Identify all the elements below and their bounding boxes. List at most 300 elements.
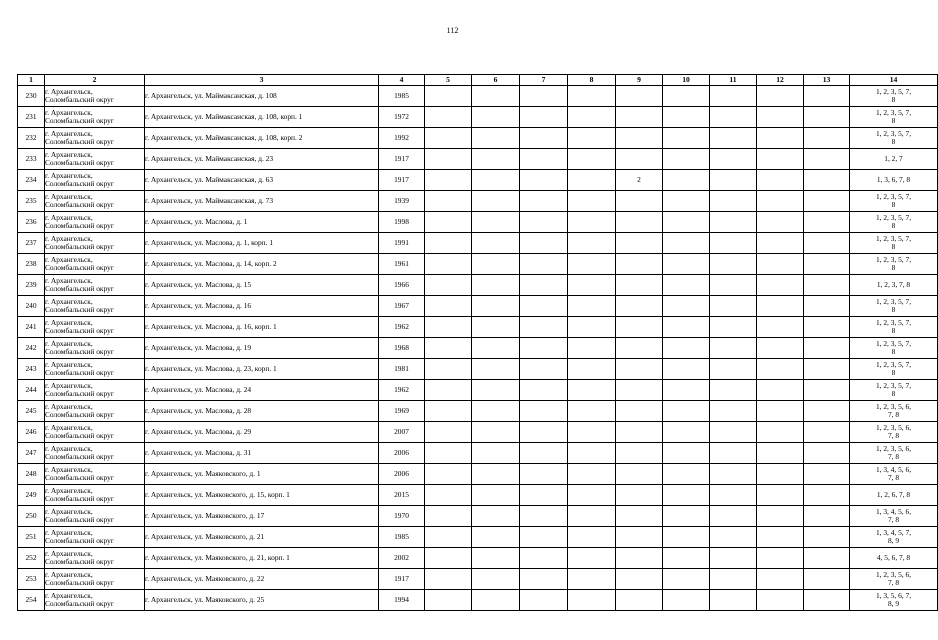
column-8-cell — [568, 191, 616, 212]
column-7-cell — [520, 401, 568, 422]
year-cell: 1917 — [379, 569, 425, 590]
district-line: г. Архангельск, — [45, 254, 93, 264]
district-cell — [45, 422, 145, 443]
column-14-cell — [850, 170, 938, 191]
district-line: г. Архангельск, — [45, 128, 93, 138]
column-14-cell — [850, 548, 938, 569]
column-7-cell — [520, 128, 568, 149]
column-7-cell — [520, 170, 568, 191]
column-header: 1 — [18, 75, 45, 86]
column-10-cell — [663, 380, 710, 401]
year-cell: 1917 — [379, 170, 425, 191]
table-row — [18, 506, 938, 527]
address-cell: г. Архангельск, ул. Маслова, д. 1, корп. 1 — [145, 233, 379, 254]
district-line: г. Архангельск, — [45, 149, 93, 159]
district-cell — [45, 254, 145, 275]
column-5-cell — [425, 527, 472, 548]
district-line: Соломбальский округ — [45, 578, 114, 587]
column-11-cell — [710, 128, 757, 149]
column-6-cell — [472, 485, 520, 506]
row-number-cell: 246 — [18, 422, 45, 443]
address-cell: г. Архангельск, ул. Маяковского, д. 1 — [145, 464, 379, 485]
district-cell — [45, 191, 145, 212]
column-14-line: 1, 2, 3, 5, 6, — [875, 422, 912, 432]
district-line: г. Архангельск, — [45, 380, 93, 390]
column-7-cell — [520, 380, 568, 401]
column-14-line: 7, 8 — [887, 431, 900, 440]
column-13-cell — [804, 254, 850, 275]
district-line: г. Архангельск, — [45, 107, 93, 117]
column-7-cell — [520, 569, 568, 590]
column-8-cell — [568, 107, 616, 128]
column-6-cell — [472, 506, 520, 527]
column-11-cell — [710, 464, 757, 485]
column-7-cell — [520, 527, 568, 548]
column-5-cell — [425, 212, 472, 233]
column-14-line: 7, 8 — [887, 515, 900, 524]
column-5-cell — [425, 275, 472, 296]
district-line: Соломбальский округ — [45, 536, 114, 545]
column-14-line: 7, 8 — [887, 578, 900, 587]
table-row — [18, 170, 938, 191]
column-header: 13 — [804, 75, 850, 86]
column-9-cell — [616, 464, 663, 485]
column-14-line: 1, 2, 3, 5, 7, — [875, 212, 912, 222]
district-line: Соломбальский округ — [45, 557, 114, 566]
column-8-cell — [568, 317, 616, 338]
column-5-cell — [425, 128, 472, 149]
column-14-cell — [850, 443, 938, 464]
column-13-cell — [804, 170, 850, 191]
district-line: Соломбальский округ — [45, 221, 114, 230]
column-6-cell — [472, 422, 520, 443]
column-12-cell — [757, 548, 804, 569]
district-line: г. Архангельск, — [45, 212, 93, 222]
column-9-cell — [616, 485, 663, 506]
column-9-cell — [616, 527, 663, 548]
column-14-cell — [850, 191, 938, 212]
column-header: 10 — [663, 75, 710, 86]
column-5-cell — [425, 107, 472, 128]
column-12-cell — [757, 380, 804, 401]
address-cell: г. Архангельск, ул. Маслова, д. 24 — [145, 380, 379, 401]
column-11-cell — [710, 212, 757, 233]
column-11-cell — [710, 338, 757, 359]
district-line: г. Архангельск, — [45, 569, 93, 579]
table-row — [18, 338, 938, 359]
address-cell: г. Архангельск, ул. Маймаксанская, д. 23 — [145, 149, 379, 170]
column-14-line: 1, 2, 3, 5, 7, — [875, 128, 912, 138]
column-6-cell — [472, 548, 520, 569]
column-11-cell — [710, 254, 757, 275]
column-12-cell — [757, 275, 804, 296]
table-row — [18, 233, 938, 254]
column-8-cell — [568, 254, 616, 275]
column-9-cell — [616, 254, 663, 275]
column-header: 14 — [850, 75, 938, 86]
district-line: г. Архангельск, — [45, 527, 93, 537]
column-10-cell — [663, 128, 710, 149]
district-cell — [45, 233, 145, 254]
row-number-cell: 230 — [18, 86, 45, 107]
column-14-line: 1, 3, 6, 7, 8 — [876, 174, 911, 184]
column-8-cell — [568, 359, 616, 380]
column-header: 8 — [568, 75, 616, 86]
row-number-cell: 235 — [18, 191, 45, 212]
column-14-line: 8 — [891, 326, 896, 335]
year-cell: 1970 — [379, 506, 425, 527]
column-9-cell — [616, 380, 663, 401]
column-11-cell — [710, 590, 757, 611]
column-14-line: 8 — [891, 389, 896, 398]
year-cell: 1917 — [379, 149, 425, 170]
column-13-cell — [804, 212, 850, 233]
column-7-cell — [520, 212, 568, 233]
column-8-cell — [568, 485, 616, 506]
column-9-cell — [616, 275, 663, 296]
district-line: Соломбальский округ — [45, 473, 114, 482]
district-line: Соломбальский округ — [45, 431, 114, 440]
column-5-cell — [425, 443, 472, 464]
year-cell: 2015 — [379, 485, 425, 506]
column-5-cell — [425, 506, 472, 527]
column-5-cell — [425, 464, 472, 485]
column-12-cell — [757, 170, 804, 191]
column-8-cell — [568, 275, 616, 296]
column-9-cell — [616, 506, 663, 527]
column-7-cell — [520, 485, 568, 506]
column-5-cell — [425, 569, 472, 590]
column-6-cell — [472, 86, 520, 107]
column-13-cell — [804, 296, 850, 317]
row-number-cell: 248 — [18, 464, 45, 485]
column-6-cell — [472, 191, 520, 212]
column-10-cell — [663, 107, 710, 128]
column-11-cell — [710, 86, 757, 107]
column-13-cell — [804, 317, 850, 338]
column-header: 7 — [520, 75, 568, 86]
table-row — [18, 464, 938, 485]
column-header: 6 — [472, 75, 520, 86]
row-number-cell: 247 — [18, 443, 45, 464]
column-10-cell — [663, 590, 710, 611]
column-13-cell — [804, 191, 850, 212]
district-line: Соломбальский округ — [45, 158, 114, 167]
column-12-cell — [757, 317, 804, 338]
column-13-cell — [804, 527, 850, 548]
row-number-cell: 254 — [18, 590, 45, 611]
column-14-line: 8 — [891, 116, 896, 125]
column-14-line: 1, 2, 3, 5, 7, — [875, 107, 912, 117]
column-8-cell — [568, 149, 616, 170]
column-14-line: 8, 9 — [887, 599, 900, 608]
district-line: Соломбальский округ — [45, 179, 114, 188]
column-5-cell — [425, 359, 472, 380]
address-cell: г. Архангельск, ул. Маймаксанская, д. 63 — [145, 170, 379, 191]
table-row — [18, 317, 938, 338]
table-row — [18, 443, 938, 464]
column-6-cell — [472, 443, 520, 464]
address-cell: г. Архангельск, ул. Маяковского, д. 15, корп. 1 — [145, 485, 379, 506]
column-header: 2 — [45, 75, 145, 86]
year-cell: 1991 — [379, 233, 425, 254]
table-row — [18, 149, 938, 170]
column-14-line: 8, 9 — [887, 536, 900, 545]
column-9-cell — [616, 86, 663, 107]
column-7-cell — [520, 317, 568, 338]
column-9-cell — [616, 317, 663, 338]
table-row — [18, 275, 938, 296]
row-number-cell: 232 — [18, 128, 45, 149]
column-14-line: 1, 2, 3, 5, 7, — [875, 86, 912, 96]
column-11-cell — [710, 296, 757, 317]
column-8-cell — [568, 212, 616, 233]
row-number-cell: 249 — [18, 485, 45, 506]
column-13-cell — [804, 569, 850, 590]
column-header: 3 — [145, 75, 379, 86]
column-8-cell — [568, 233, 616, 254]
column-header: 9 — [616, 75, 663, 86]
column-14-cell — [850, 506, 938, 527]
column-13-cell — [804, 233, 850, 254]
column-5-cell — [425, 191, 472, 212]
column-7-cell — [520, 464, 568, 485]
year-cell: 1967 — [379, 296, 425, 317]
district-cell — [45, 107, 145, 128]
district-line: г. Архангельск, — [45, 464, 93, 474]
district-line: Соломбальский округ — [45, 305, 114, 314]
column-14-line: 1, 2, 3, 5, 7, — [875, 296, 912, 306]
column-11-cell — [710, 149, 757, 170]
column-10-cell — [663, 170, 710, 191]
district-line: Соломбальский округ — [45, 116, 114, 125]
column-14-line: 1, 2, 3, 5, 7, — [875, 254, 912, 264]
column-13-cell — [804, 443, 850, 464]
column-14-cell — [850, 464, 938, 485]
column-12-cell — [757, 527, 804, 548]
address-cell: г. Архангельск, ул. Маймаксанская, д. 108, корп. 1 — [145, 107, 379, 128]
column-11-cell — [710, 191, 757, 212]
table-row — [18, 254, 938, 275]
column-14-line: 8 — [891, 242, 896, 251]
column-14-line: 1, 2, 3, 5, 6, — [875, 443, 912, 453]
column-5-cell — [425, 233, 472, 254]
column-9-cell — [616, 422, 663, 443]
district-line: г. Архангельск, — [45, 506, 93, 516]
district-line: г. Архангельск, — [45, 359, 93, 369]
table-row — [18, 401, 938, 422]
column-5-cell — [425, 338, 472, 359]
column-13-cell — [804, 128, 850, 149]
district-cell — [45, 170, 145, 191]
header-row — [18, 75, 938, 86]
column-8-cell — [568, 380, 616, 401]
column-10-cell — [663, 485, 710, 506]
column-11-cell — [710, 485, 757, 506]
column-7-cell — [520, 506, 568, 527]
column-10-cell — [663, 443, 710, 464]
address-cell: г. Архангельск, ул. Маяковского, д. 17 — [145, 506, 379, 527]
district-line: Соломбальский округ — [45, 95, 114, 104]
column-5-cell — [425, 86, 472, 107]
column-7-cell — [520, 590, 568, 611]
column-12-cell — [757, 233, 804, 254]
district-line: г. Архангельск, — [45, 422, 93, 432]
district-line: Соломбальский округ — [45, 368, 114, 377]
year-cell: 1962 — [379, 317, 425, 338]
column-13-cell — [804, 338, 850, 359]
column-7-cell — [520, 296, 568, 317]
column-10-cell — [663, 527, 710, 548]
column-14-cell — [850, 233, 938, 254]
column-7-cell — [520, 422, 568, 443]
district-cell — [45, 317, 145, 338]
column-6-cell — [472, 317, 520, 338]
column-14-line: 7, 8 — [887, 410, 900, 419]
column-13-cell — [804, 86, 850, 107]
column-9-cell — [616, 296, 663, 317]
column-8-cell — [568, 422, 616, 443]
column-7-cell — [520, 443, 568, 464]
district-cell — [45, 401, 145, 422]
column-10-cell — [663, 191, 710, 212]
column-14-cell — [850, 338, 938, 359]
table-row — [18, 86, 938, 107]
column-14-cell — [850, 149, 938, 170]
address-cell: г. Архангельск, ул. Маслова, д. 1 — [145, 212, 379, 233]
district-line: г. Архангельск, — [45, 275, 93, 285]
column-14-line: 8 — [891, 221, 896, 230]
column-13-cell — [804, 380, 850, 401]
column-14-line: 8 — [891, 95, 896, 104]
district-cell — [45, 86, 145, 107]
column-11-cell — [710, 506, 757, 527]
column-6-cell — [472, 170, 520, 191]
table-row — [18, 296, 938, 317]
column-8-cell — [568, 86, 616, 107]
column-8-cell — [568, 443, 616, 464]
district-line: Соломбальский округ — [45, 263, 114, 272]
column-7-cell — [520, 254, 568, 275]
district-line: г. Архангельск, — [45, 317, 93, 327]
column-5-cell — [425, 380, 472, 401]
address-cell: г. Архангельск, ул. Маяковского, д. 21 — [145, 527, 379, 548]
table-row — [18, 485, 938, 506]
column-14-cell — [850, 590, 938, 611]
district-cell — [45, 275, 145, 296]
table-row — [18, 107, 938, 128]
district-line: Соломбальский округ — [45, 599, 114, 608]
year-cell: 1968 — [379, 338, 425, 359]
column-8-cell — [568, 170, 616, 191]
column-14-line: 8 — [891, 305, 896, 314]
column-14-cell — [850, 128, 938, 149]
column-7-cell — [520, 233, 568, 254]
column-14-line: 1, 3, 4, 5, 6, — [875, 506, 912, 516]
year-cell: 1972 — [379, 107, 425, 128]
column-10-cell — [663, 254, 710, 275]
column-14-cell — [850, 485, 938, 506]
year-cell: 1962 — [379, 380, 425, 401]
row-number-cell: 253 — [18, 569, 45, 590]
column-10-cell — [663, 275, 710, 296]
column-14-line: 1, 2, 3, 5, 7, — [875, 191, 912, 201]
row-number-cell: 231 — [18, 107, 45, 128]
column-7-cell — [520, 149, 568, 170]
row-number-cell: 240 — [18, 296, 45, 317]
column-6-cell — [472, 107, 520, 128]
column-6-cell — [472, 128, 520, 149]
column-9-cell — [616, 590, 663, 611]
address-cell: г. Архангельск, ул. Маслова, д. 28 — [145, 401, 379, 422]
column-8-cell — [568, 506, 616, 527]
column-8-cell — [568, 548, 616, 569]
table-body — [18, 86, 938, 611]
year-cell: 2002 — [379, 548, 425, 569]
column-5-cell — [425, 296, 472, 317]
year-cell: 1992 — [379, 128, 425, 149]
column-14-line: 1, 3, 4, 5, 6, — [875, 464, 912, 474]
row-number-cell: 237 — [18, 233, 45, 254]
column-14-line: 1, 2, 3, 5, 7, — [875, 380, 912, 390]
district-line: г. Архангельск, — [45, 590, 93, 600]
column-6-cell — [472, 527, 520, 548]
column-14-cell — [850, 254, 938, 275]
column-13-cell — [804, 506, 850, 527]
column-9-cell — [616, 233, 663, 254]
column-8-cell — [568, 527, 616, 548]
row-number-cell: 238 — [18, 254, 45, 275]
column-13-cell — [804, 422, 850, 443]
column-11-cell — [710, 275, 757, 296]
column-12-cell — [757, 338, 804, 359]
row-number-cell: 250 — [18, 506, 45, 527]
column-13-cell — [804, 107, 850, 128]
column-14-cell — [850, 401, 938, 422]
address-cell: г. Архангельск, ул. Маслова, д. 16 — [145, 296, 379, 317]
column-13-cell — [804, 590, 850, 611]
column-10-cell — [663, 548, 710, 569]
district-cell — [45, 359, 145, 380]
district-line: г. Архангельск, — [45, 296, 93, 306]
column-14-line: 1, 2, 3, 5, 7, — [875, 317, 912, 327]
column-14-cell — [850, 212, 938, 233]
column-13-cell — [804, 485, 850, 506]
column-14-line: 1, 2, 3, 5, 7, — [875, 338, 912, 348]
district-cell — [45, 569, 145, 590]
column-10-cell — [663, 506, 710, 527]
year-cell: 2006 — [379, 464, 425, 485]
row-number-cell: 252 — [18, 548, 45, 569]
address-cell: г. Архангельск, ул. Маслова, д. 16, корп. 1 — [145, 317, 379, 338]
year-cell: 1961 — [379, 254, 425, 275]
row-number-cell: 244 — [18, 380, 45, 401]
column-13-cell — [804, 149, 850, 170]
buildings-table — [17, 74, 938, 611]
column-8-cell — [568, 464, 616, 485]
column-12-cell — [757, 443, 804, 464]
column-13-cell — [804, 275, 850, 296]
column-6-cell — [472, 359, 520, 380]
district-line: Соломбальский округ — [45, 494, 114, 503]
column-14-cell — [850, 296, 938, 317]
column-9-cell — [616, 107, 663, 128]
column-11-cell — [710, 443, 757, 464]
district-cell — [45, 212, 145, 233]
column-14-cell — [850, 359, 938, 380]
column-10-cell — [663, 233, 710, 254]
address-cell: г. Архангельск, ул. Маяковского, д. 21, корп. 1 — [145, 548, 379, 569]
